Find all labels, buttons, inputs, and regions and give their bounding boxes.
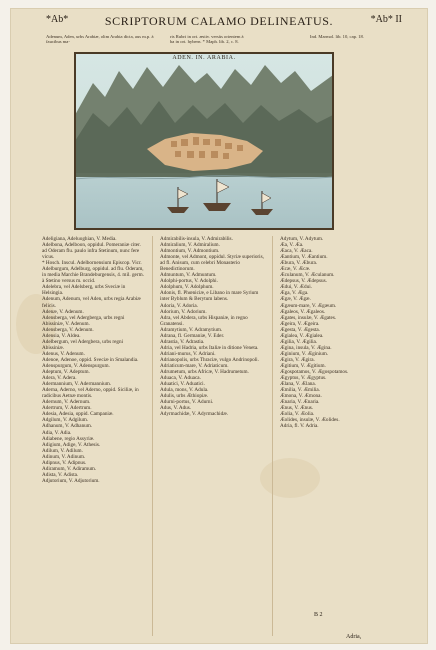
- top-text-col3: Ind. Marmol. lib. 10, cap. 18.: [310, 34, 364, 39]
- plate-title: ADEN. IN. ARABIA.: [172, 55, 236, 61]
- running-header: [10, 14, 428, 28]
- page-sheet: [10, 8, 428, 644]
- top-text-col1: Adenum, Aden, urbs Arabiæ, olim Arabia dicta, aus m.p. à faucibus ma-: [46, 34, 154, 45]
- engraving-aden-plate: [74, 52, 334, 230]
- column-divider: [272, 236, 273, 636]
- aden-engraving: [75, 53, 333, 229]
- text-column-1: Adeligiana, Adeluoghian, V. Media. Adelbona, Adelboon, oppidul. Pomeraniæ citer. ad Oderam flu. paulo infra Stetinum, nunc fere vicus. * Hosch. Inscul. Adelbornensium Episcop. Vicr. Adelburgum, Adelburg, oppidul. ad flu. Oderam, in media Marchie Brandeburgensis, 4. mil. germ. à Stetino versus m. occid. Adelebra, vel Adelsberg, urbs Sveciæ in Helsingia. Adenum, Adenum, vel Aden, urbs regia Arabiæ felicis. Adenæ, V. Adenum. Adensberga, vel Adergberga, urbs regni Abissiniæ, V. Adenum. Adensberga, V. Adenum. Adensia, V. Aldea. Adelbergum, vel Adergbera, urbs regni Abissiniæ. Adenus, V. Adenum. Adenoe, Adenoe, oppid. Sveciæ in Smalandia. Adenspurgum, V. Adenspurgum. Adeptum, V. Adeptum. Adera, V. Adera. Adermannium, V. Adermannium. Aderna, Aderno, vel Aderno, oppid. Siciliæ, in radicibus Aetnæ montis. Adernum, V. Adernum. Adertrum, V. Adertrum. Adesia, Adesia, oppid. Campaniæ. Adgilum, V. Adgilum. Adhanum, V. Adhanum. Adia, V. Adia. Adiabene, regio Assyriæ. Adigium, Adige, V. Athesis. Adilum, V. Adilum. Adinum, V. Adinum. Adipnus, V. Adipnus. Adiramum, V. Adiramum. Adista, V. Adista. Adjutorium, V. Adjutorium.: [42, 236, 144, 484]
- text-column-2: Admirabilis-insula, V. Admirabilis. Admiralium, V. Admiralium. Admontium, V. Admontium. Admonte, vel Admont, oppidul. Styriæ superioris, ad fl. Anisum, cum celebri Monasterio Benedictinorum. Admuntum, V. Admuntum. Adolphi-portus, V. Adolphi. Adolphum, V. Adolphum. Adonis, fl. Phœniciæ, e Libano in mare Syrium inter Byblum & Berytum labens. Adoria, V. Adoria. Adorium, V. Adorium. Adra, vel Abdera, urbs Hispaniæ, in regno Granatensi. Adramytium, V. Adramytium. Adrana, fl. Germaniæ, V. Eder. Adrastia, V. Adrastia. Adria, vel Hadria, urbs Italiæ in ditione Veneta. Adriani-murus, V. Adriani. Adrianopolis, urbs Thraciæ, vulgo Andrinopoli. Adriaticum-mare, V. Adriaticum. Adrumetum, urbs Africæ, V. Hadrumetum. Aduaca, V. Aduaca. Aduatici, V. Aduatici. Adula, mons, V. Adula. Adulis, urbs Æthiopiæ. Adurni-portus, V. Adurni. Adus, V. Adus. Adyrmachidæ, V. Adyrmachidæ.: [160, 236, 264, 418]
- signature-mark: B 2: [314, 612, 323, 618]
- top-text-col2: ris Rubri in ort. æstiv. versùs orientem à ba in ort. hybern. * Maph. lib. 2, c. 8.: [170, 34, 244, 45]
- header-right-marker: *Ab* II: [370, 14, 402, 25]
- running-title: SCRIPTORUM CALAMO DELINEATUS.: [104, 14, 334, 28]
- catchword: Adria,: [346, 634, 362, 640]
- header-left-marker: *Ab*: [46, 14, 69, 25]
- column-divider: [152, 236, 153, 636]
- text-column-3: Adytum, V. Adytum. Æa, V. Æa. Æaca, V. Æaca. Æantium, V. Æantium. Æbura, V. Æbura. Æcæ, V. Æcæ. Æculanum, V. Æculanum. Ædepsus, V. Ædepsus. Ædui, V. Ædui. Æga, V. Æga. Ægæ, V. Ægæ. Ægæum-mare, V. Ægæum. Ægaleos, V. Ægaleos. Ægates, insulæ, V. Ægates. Ægeira, V. Ægeira. Ægesta, V. Ægesta. Ægialea, V. Ægialea. Ægilia, V. Ægilia. Ægina, insula, V. Ægina. Æginium, V. Æginium. Ægira, V. Ægira. Ægitium, V. Ægitium. Ægospotamos, V. Ægospotamos. Ægyptus, V. Ægyptus. Ælana, V. Ælana. Æmilia, V. Æmilia. Æmona, V. Æmona. Ænaria, V. Ænaria. Ænus, V. Ænus. Æolia, V. Æolia. Æolides, insulæ, V. Æolides. Adria, fl. V. Adria.: [280, 236, 349, 430]
